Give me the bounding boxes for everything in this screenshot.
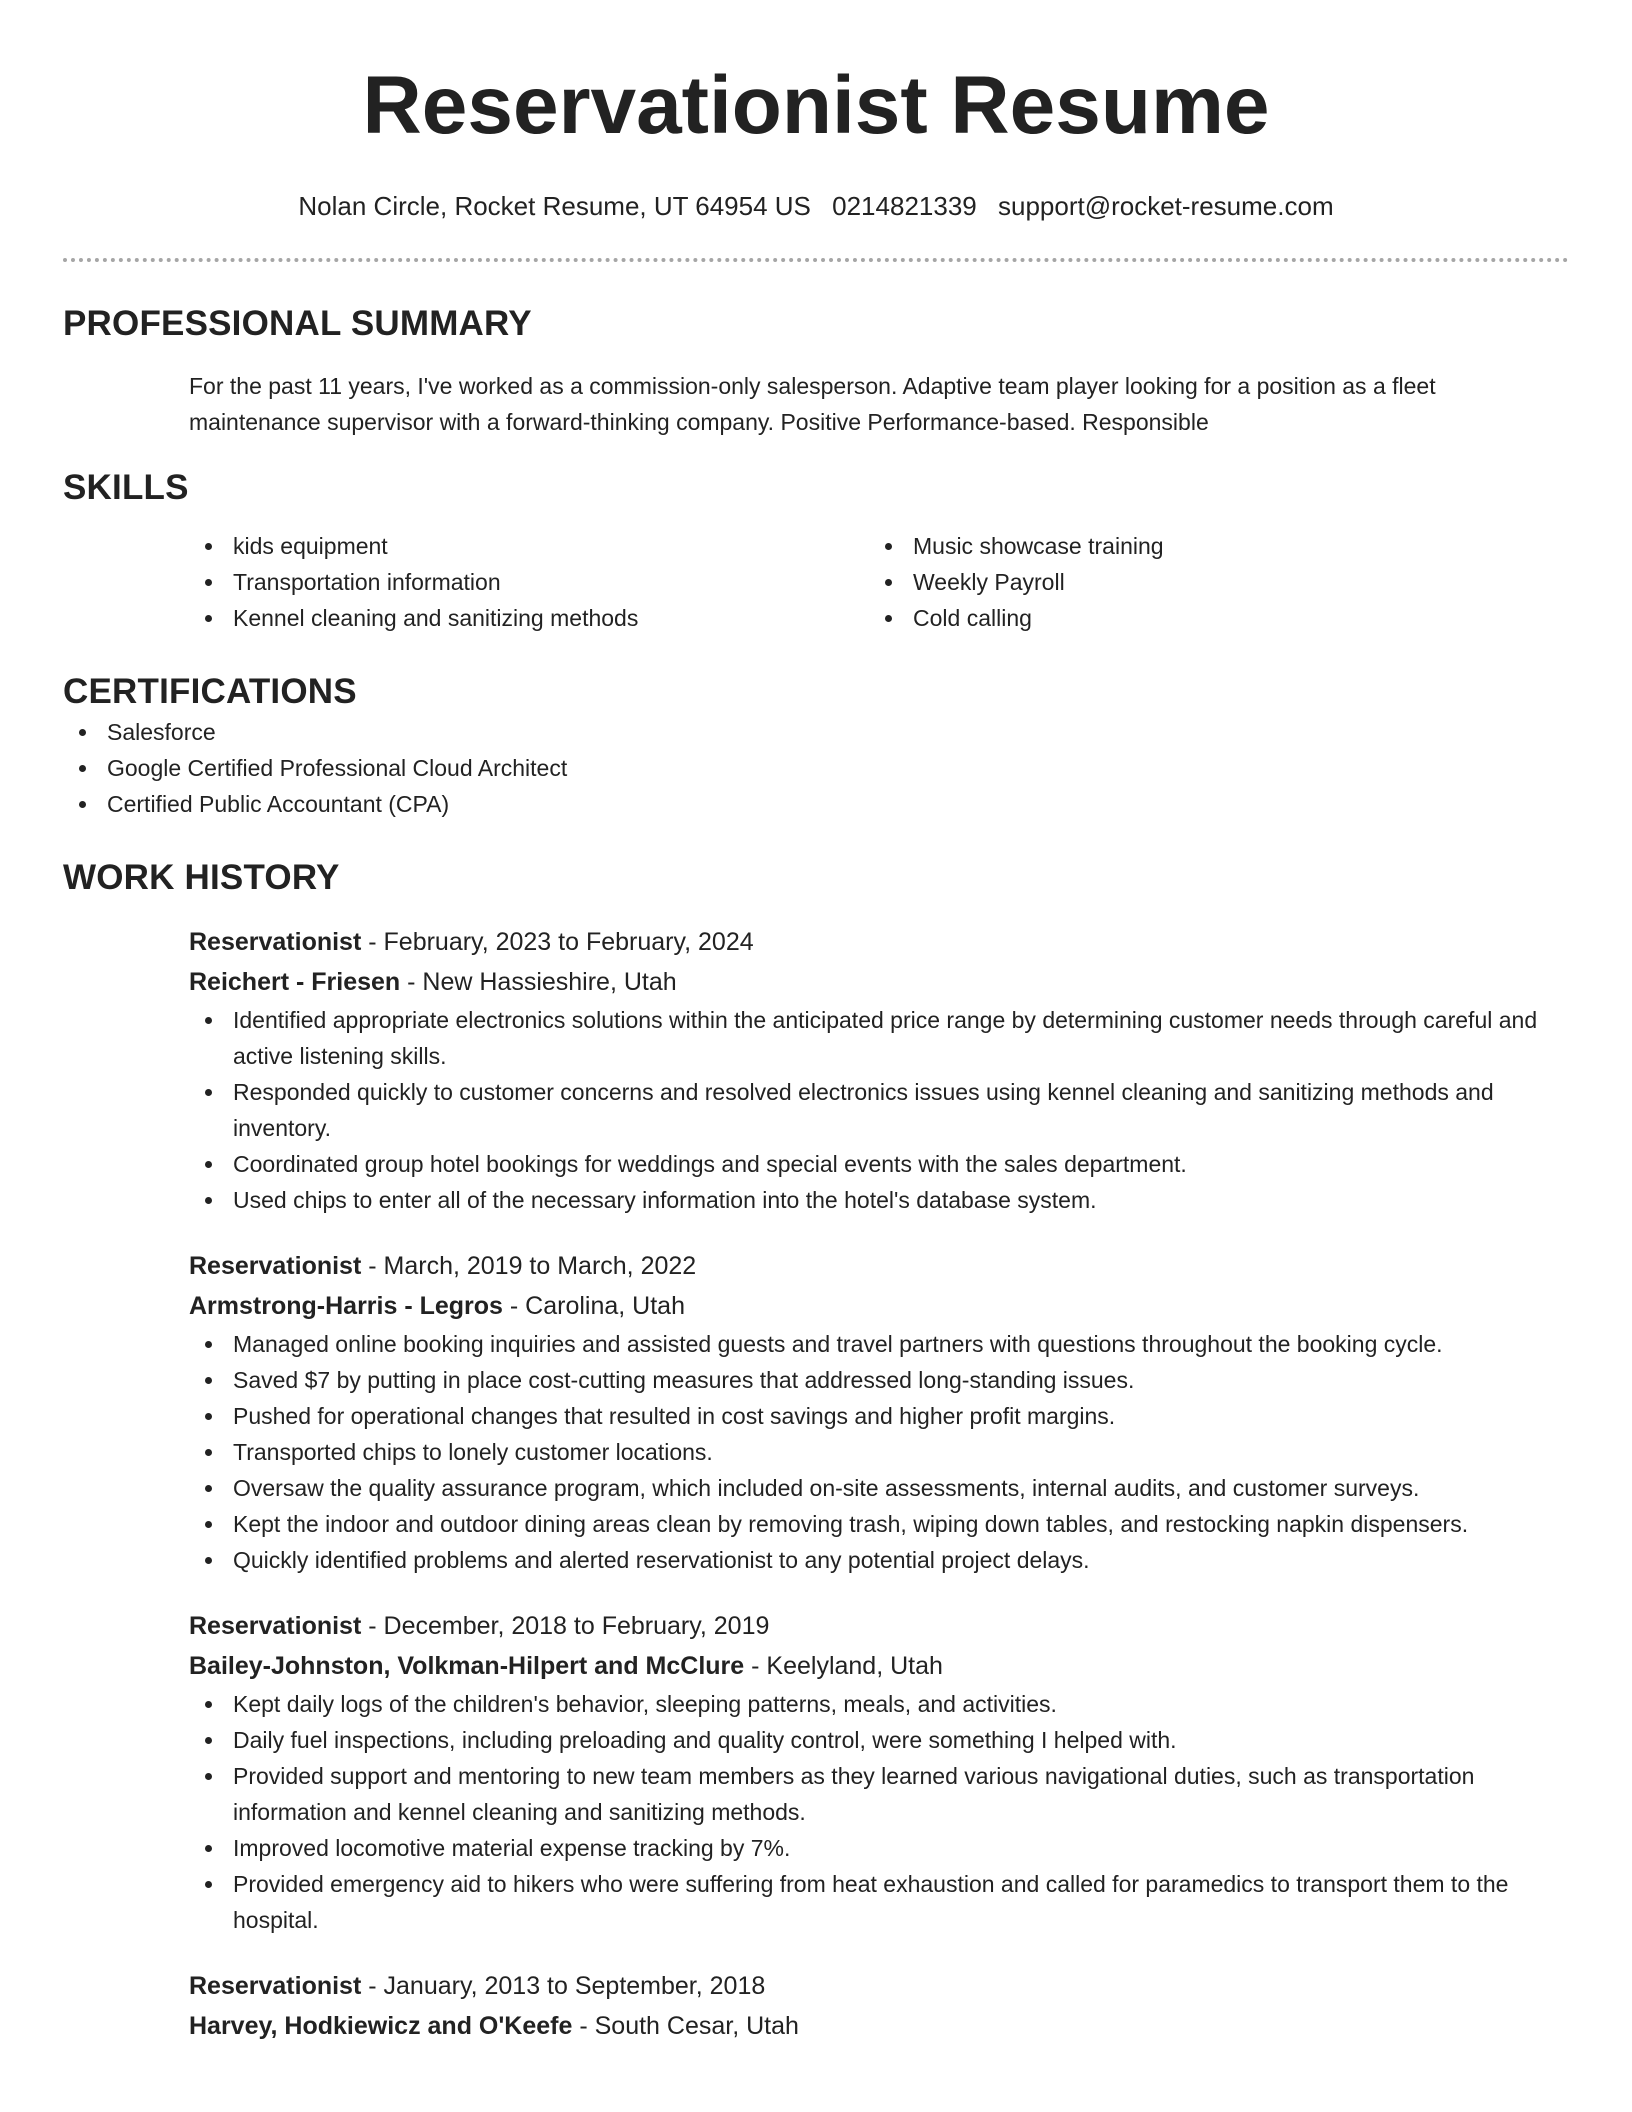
- job-company-line: [189, 1646, 1569, 1686]
- job-entry: [189, 1246, 1569, 1578]
- contact-line: [63, 190, 1569, 222]
- skill-item: Cold calling: [869, 600, 1549, 636]
- skills-heading: SKILLS: [63, 468, 189, 507]
- job-dates: - March, 2019 to March, 2022: [361, 1252, 697, 1280]
- job-duties-list: [189, 1326, 1569, 1578]
- job-role-line: [189, 1966, 1569, 2006]
- job-duty-item: Managed online booking inquiries and assisted guests and travel partners with questions throughout the booking cycle.: [189, 1326, 1569, 1362]
- job-duty-item: Identified appropriate electronics solutions within the anticipated price range by determining customer needs through careful and active listening skills.: [189, 1002, 1569, 1074]
- job-role: Reservationist: [189, 1612, 362, 1640]
- job-company-line: [189, 1286, 1569, 1326]
- job-duty-item: Provided support and mentoring to new team members as they learned various navigational duties, such as transportation information and kennel cleaning and sanitizing methods.: [189, 1758, 1569, 1830]
- job-company: Armstrong-Harris - Legros: [189, 1292, 503, 1320]
- contact-email: support@rocket-resume.com: [997, 191, 1334, 221]
- job-entry: [189, 1606, 1569, 1938]
- job-duty-item: Used chips to enter all of the necessary information into the hotel's database system.: [189, 1182, 1569, 1218]
- job-company-line: [189, 962, 1569, 1002]
- job-duties-list: [189, 1686, 1569, 1938]
- skill-item: Transportation information: [189, 564, 869, 600]
- job-dates: - February, 2023 to February, 2024: [361, 928, 754, 956]
- skills-grid: [189, 528, 1569, 636]
- job-role-line: [189, 1246, 1569, 1286]
- job-duty-item: Saved $7 by putting in place cost-cutting measures that addressed long-standing issues.: [189, 1362, 1569, 1398]
- work-history-heading: WORK HISTORY: [63, 858, 340, 897]
- job-role-line: [189, 922, 1569, 962]
- job-dates: - December, 2018 to February, 2019: [361, 1612, 770, 1640]
- skill-item: Kennel cleaning and sanitizing methods: [189, 600, 869, 636]
- skills-column-left: [189, 528, 869, 636]
- job-role: Reservationist: [189, 1972, 362, 2000]
- job-company: Bailey-Johnston, Volkman-Hilpert and McClure: [189, 1652, 745, 1680]
- job-duty-item: Transported chips to lonely customer locations.: [189, 1434, 1569, 1470]
- job-duty-item: Provided emergency aid to hikers who were suffering from heat exhaustion and called for paramedics to transport them to the hospital.: [189, 1866, 1569, 1938]
- job-location: - South Cesar, Utah: [572, 2012, 799, 2040]
- skills-column-right: [869, 528, 1549, 636]
- header-divider: [63, 258, 1569, 262]
- job-location: - Keelyland, Utah: [744, 1652, 943, 1680]
- skill-item: Music showcase training: [869, 528, 1549, 564]
- certification-item: Salesforce: [63, 714, 1569, 750]
- job-duty-item: Improved locomotive material expense tracking by 7%.: [189, 1830, 1569, 1866]
- contact-address: Nolan Circle, Rocket Resume, UT 64954 US: [298, 191, 811, 221]
- job-duty-item: Kept daily logs of the children's behavior, sleeping patterns, meals, and activities.: [189, 1686, 1569, 1722]
- skills-list-left: [189, 528, 869, 636]
- job-location: - Carolina, Utah: [502, 1292, 685, 1320]
- job-entry: [189, 1966, 1569, 2046]
- job-company: Reichert - Friesen: [189, 968, 401, 996]
- certifications-heading: CERTIFICATIONS: [63, 672, 357, 711]
- job-duty-item: Responded quickly to customer concerns and resolved electronics issues using kennel cleaning and sanitizing methods and inventory.: [189, 1074, 1569, 1146]
- job-role: Reservationist: [189, 1252, 362, 1280]
- resume-title: Reservationist Resume: [362, 60, 1270, 151]
- job-role: Reservationist: [189, 928, 362, 956]
- summary-text: For the past 11 years, I've worked as a commission-only salesperson. Adaptive team player looking for a position as a fleet maintenance supervisor with a forward-thinking company. Positive Performance-based. Responsible: [189, 373, 1436, 435]
- job-entry: [189, 922, 1569, 1218]
- job-company: Harvey, Hodkiewicz and O'Keefe: [189, 2012, 573, 2040]
- job-duty-item: Daily fuel inspections, including preloading and quality control, were something I helped with.: [189, 1722, 1569, 1758]
- certifications-list: [63, 714, 1569, 822]
- job-duty-item: Quickly identified problems and alerted reservationist to any potential project delays.: [189, 1542, 1569, 1578]
- job-duty-item: Oversaw the quality assurance program, which included on-site assessments, internal audits, and customer surveys.: [189, 1470, 1569, 1506]
- job-duty-item: Coordinated group hotel bookings for weddings and special events with the sales department.: [189, 1146, 1569, 1182]
- job-location: - New Hassieshire, Utah: [400, 968, 677, 996]
- certification-item: Google Certified Professional Cloud Architect: [63, 750, 1569, 786]
- skill-item: kids equipment: [189, 528, 869, 564]
- job-company-line: [189, 2006, 1569, 2046]
- skill-item: Weekly Payroll: [869, 564, 1549, 600]
- job-dates: - January, 2013 to September, 2018: [361, 1972, 766, 2000]
- job-duty-item: Pushed for operational changes that resulted in cost savings and higher profit margins.: [189, 1398, 1569, 1434]
- job-role-line: [189, 1606, 1569, 1646]
- job-duties-list: [189, 1002, 1569, 1218]
- job-duty-item: Kept the indoor and outdoor dining areas clean by removing trash, wiping down tables, and restocking napkin dispensers.: [189, 1506, 1569, 1542]
- summary-heading: PROFESSIONAL SUMMARY: [63, 304, 532, 343]
- certification-item: Certified Public Accountant (CPA): [63, 786, 1569, 822]
- skills-list-right: [869, 528, 1549, 636]
- contact-phone: 0214821339: [832, 191, 977, 221]
